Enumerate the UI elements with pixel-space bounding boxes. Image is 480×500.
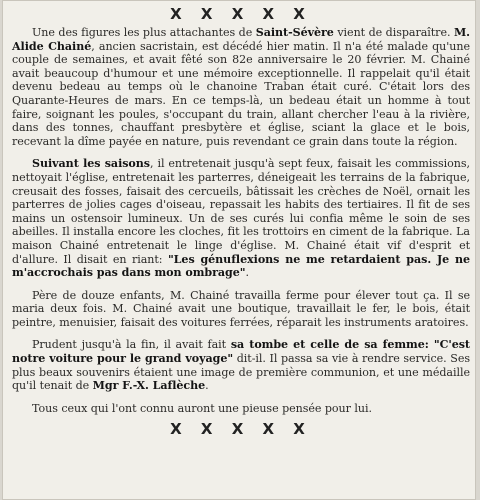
p4-text-b: dit-il. Il passa sa vie à rendre service. Ses plus beaux souvenirs étaient une image de première communion, et une médaille qu'il tenait de	[12, 352, 471, 393]
p1-text-a: Une des figures les plus attachantes de	[32, 26, 256, 39]
p1-text-b: vient de disparaître.	[333, 26, 454, 39]
p1-text-c: , ancien sacristain, est décédé hier matin. Il n'a été malade qu'une couple de semaines, et avait fêté son 82e anniversaire le 20 février. M. Chainé avait beaucoup d'humour et une mémoire exceptionnelle. Il rappelait qu'il était devenu bedeau au temps où le chanoine Traban était curé. C'était lors des Quarante-Heures de mars. En ce temps-là, un bedeau était un homme à tout faire, soignant les poules, s'occupant du train, allant chercher l'eau à la rivière, dans des tonnes, chauffant presbytère et église, sciant la glace et le bois, recevant la dîme payée en nature, puis revendant ce grain dans toute la région.	[12, 39, 470, 148]
p4-strong-a: sa tombe et celle de sa femme: "C'est notre voiture pour le grand voyage"	[12, 338, 471, 366]
paragraph-5: Tous ceux qui l'ont connu auront une pieuse pensée pour lui.	[32, 401, 372, 415]
p2-tail: .	[245, 266, 249, 280]
p2-quote: "Les génuflexions ne me retardaient pas. Je ne m'accrochais pas dans mon ombrage"	[12, 252, 470, 280]
bottom-separator: X X X X X	[170, 420, 312, 439]
paragraph-4	[12, 338, 470, 392]
obituary-article	[12, 4, 470, 439]
p4-text-a: Prudent jusqu'à la fin, il avait fait	[32, 338, 231, 352]
p2-lead: Suivant les saisons	[32, 157, 150, 171]
newspaper-clipping	[2, 0, 476, 500]
deceased-name: M. Alide Chainé	[12, 26, 470, 53]
paragraph-3: Père de douze enfants, M. Chainé travailla ferme pour élever tout ça. Il se maria deux fois. M. Chainé avait une boutique, travaillait le fer, le bois, était peintre, menuisier, faisait des voitures ferrées, réparait les instruments aratoires.	[12, 288, 470, 329]
paragraph-2	[12, 157, 470, 279]
place-name: Saint-Sévère	[255, 26, 334, 39]
p4-text-c: .	[205, 379, 209, 393]
p4-strong-b: Mgr F.-X. Laflèche	[92, 379, 206, 393]
paragraph-1	[12, 26, 470, 148]
p2-text: , il entretenait jusqu'à sept feux, faisait les commissions, nettoyait l'église, entretenait les parterres, déneigeait les terrains de la fabrique, creusait des fosses, faisait des cercueils, bâtissait les crèches de Noël, ornait les parterres de jolies cages d'oiseau, repassait les habits des tertiaires. Il fit de ses mains un ostensoir lumineux. Un de ses curés lui confia même le soin de ses abeilles. Il installa encore les cloches, fit les trottoirs en ciment de la fabrique. La maison Chainé entretenait le linge d'église. M. Chainé était vif d'esprit et d'allure. Il disait en riant:	[12, 157, 471, 266]
top-separator: X X X X X	[170, 5, 312, 23]
